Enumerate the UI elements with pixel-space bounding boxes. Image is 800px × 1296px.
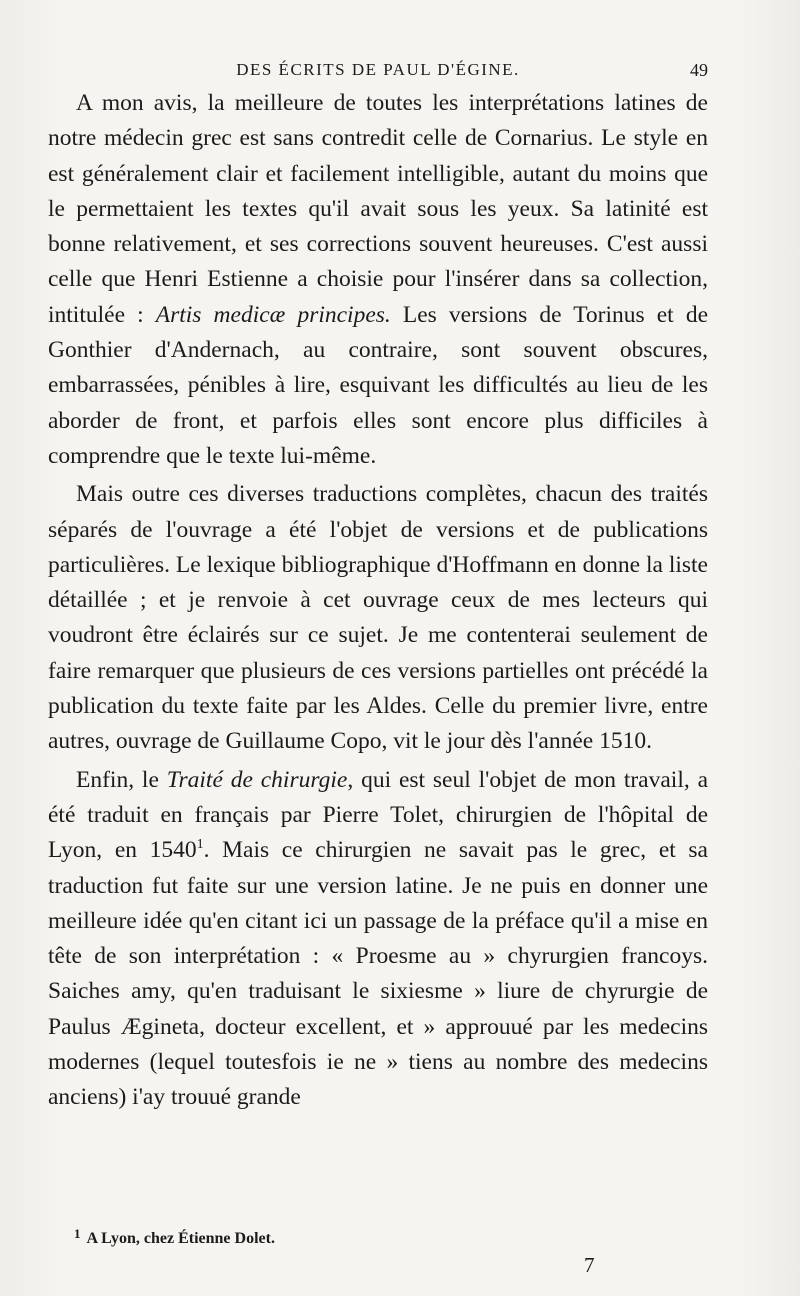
text-run: Les versions de Torinus et de Gonthier d'Andernach, au contraire, sont souvent obscures, embarrassées, pénibles à lire, esquivant les difficultés au lieu de les aborder de front, et parfois elles sont encore plus difficiles à comprendre que le texte lui-même. <box>48 301 708 469</box>
footnote-marker: 1 <box>196 837 204 853</box>
signature-mark: 7 <box>584 1253 595 1277</box>
text-run: A mon avis, la meilleure de toutes les interprétations latines de notre médecin grec est sans contredit celle de Cornarius. Le style en est généralement clair et facilement intelligible, autant du moins que le permettaient les textes qu'il avait sous les yeux. Sa latinité est bonne relativement, et ses corrections souvent heureuses. C'est aussi celle que Henri Estienne a choisie pour l'insérer dans sa collection, intitulée : <box>48 90 708 328</box>
italic-title: Traité de chirurgie <box>166 766 348 793</box>
paragraph <box>48 477 708 759</box>
italic-title: Artis medicæ principes. <box>155 301 391 328</box>
footnote-number: 1 <box>74 1226 81 1241</box>
page-number: 49 <box>690 60 708 80</box>
text-run: Enfin, le <box>76 766 167 793</box>
running-head: DES ÉCRITS DE PAUL D'ÉGINE. <box>236 60 520 79</box>
footnote <box>74 1226 694 1248</box>
paragraph <box>48 763 708 1116</box>
body-text <box>48 86 708 1116</box>
text-run: , qui est seul l'objet de mon travail, a été traduit en français par Pierre Tolet, chirurgien de l'hôpital de Lyon, en 1540 <box>48 766 709 864</box>
footnote-text: A Lyon, chez Étienne Dolet. <box>86 1230 275 1247</box>
page-header <box>48 58 708 86</box>
paragraph <box>48 86 708 474</box>
text-run: Mais outre ces diverses traductions complètes, chacun des traités séparés de l'ouvrage a été l'objet de versions et de publications particulières. Le lexique bibliographique d'Hoffmann en donne la liste détaillée ; et je renvoie à cet ouvrage ceux de mes lecteurs qui voudront être éclairés sur ce sujet. Je me contenterai seulement de faire remarquer que plusieurs de ces versions partielles ont précédé la publication du texte faite par les Aldes. Celle du premier livre, entre autres, ouvrage de Guillaume Copo, vit le jour dès l'année 1510. <box>48 481 708 755</box>
text-run: . Mais ce chirurgien ne savait pas le grec, et sa traduction fut faite sur une version latine. Je ne puis en donner une meilleure idée qu'en citant ici un passage de la préface qu'il a mise en tête de son interprétation : « Proesme au » chyrurgien francoys. Saiches amy, qu'en traduisant le sixiesme » liure de chyrurgie de Paulus Ægineta, docteur excellent, et » approuué par les medecins modernes (lequel toutesfois ie ne » tiens au nombre des medecins anciens) i'ay trouué grande <box>48 837 708 1111</box>
